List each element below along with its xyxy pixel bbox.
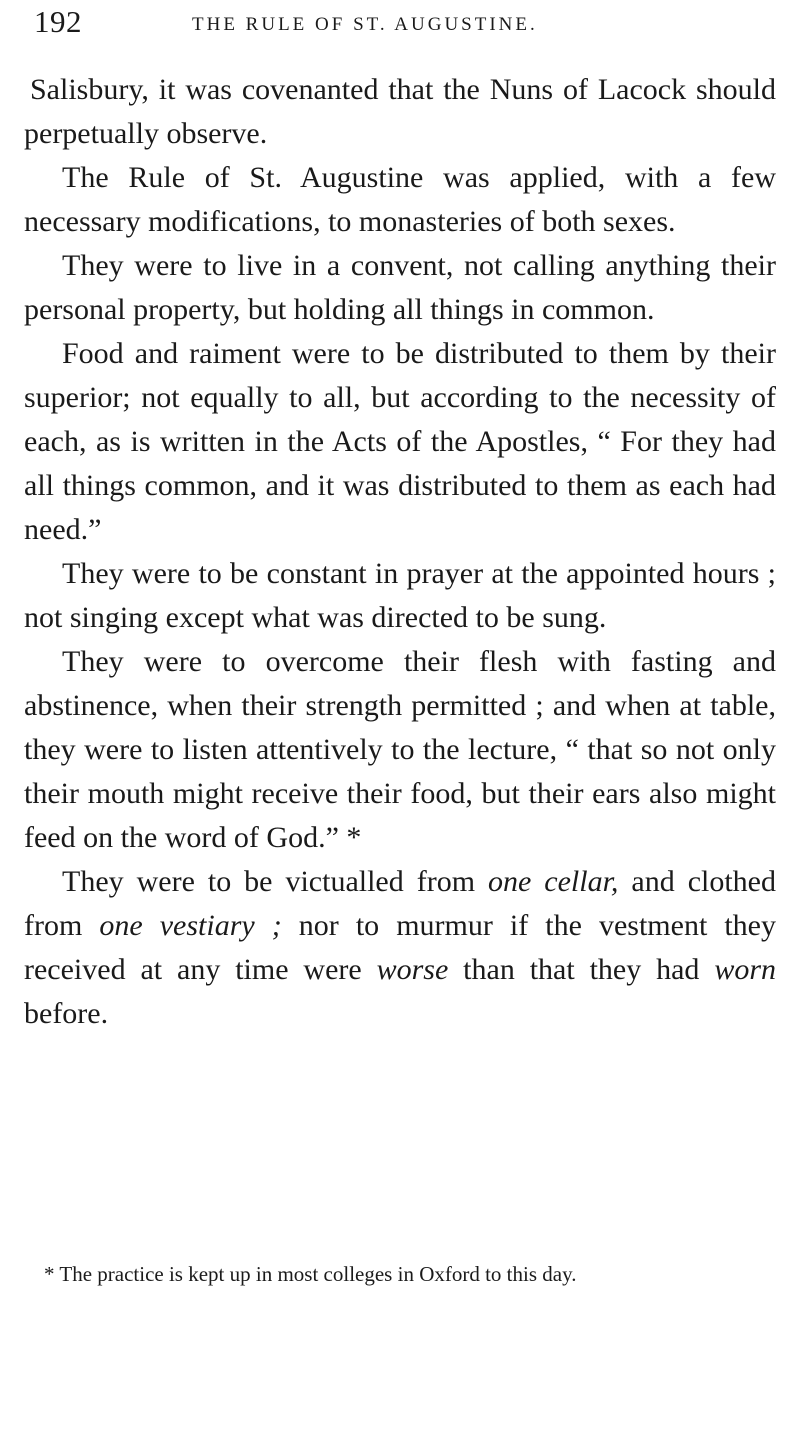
paragraph-text: nor to murmur if the vestment they received at any time were [24,909,776,986]
paragraph [24,640,776,860]
footnote [16,1258,772,1290]
paragraph [24,860,776,1036]
body-text [24,68,776,1036]
running-title: THE RULE OF ST. AUGUSTINE. [192,14,538,35]
italic-phrase: worn [714,953,776,986]
paragraph-continued [24,68,776,156]
paragraph-text: They were to be victualled from [62,865,488,898]
paragraph [24,244,776,332]
paragraph [24,552,776,640]
footnote-text: * The practice is kept up in most colleges in Oxford to this day. [44,1262,577,1286]
italic-phrase: one vestiary ; [99,909,282,942]
paragraph-text: The Rule of St. Augustine was applied, with a few necessary modifications, to monasteries of both sexes. [24,161,776,238]
paragraph-text: They were to overcome their flesh with fasting and abstinence, when their strength permitted ; and when at table, they were to listen attentively to the lecture, “ that so not only their mouth might receive their food, but their ears also might feed on the word of God.” * [24,645,776,854]
italic-phrase: one cellar, [488,865,619,898]
paragraph-text: Food and raiment were to be distributed to them by their superior; not equally to all, but according to the necessity of each, as is written in the Acts of the Apostles, “ For they had all things common, and it was distributed to them as each had need.” [24,337,776,546]
paragraph [24,156,776,244]
page-number: 192 [34,4,82,39]
paragraph [24,332,776,552]
paragraph-text: They were to live in a convent, not calling anything their personal property, but holding all things in common. [24,249,776,326]
paragraph-text: Salisbury, it was covenanted that the Nuns of Lacock should perpetually observe. [24,73,776,150]
paragraph-text: and clothed from [24,865,776,942]
paragraph-text: They were to be constant in prayer at the appointed hours ; not singing except what was directed to be sung. [24,557,776,634]
paragraph-text: than that they had [448,953,715,986]
paragraph-text: before. [24,997,109,1030]
running-head [28,4,748,44]
italic-phrase: worse [376,953,449,986]
